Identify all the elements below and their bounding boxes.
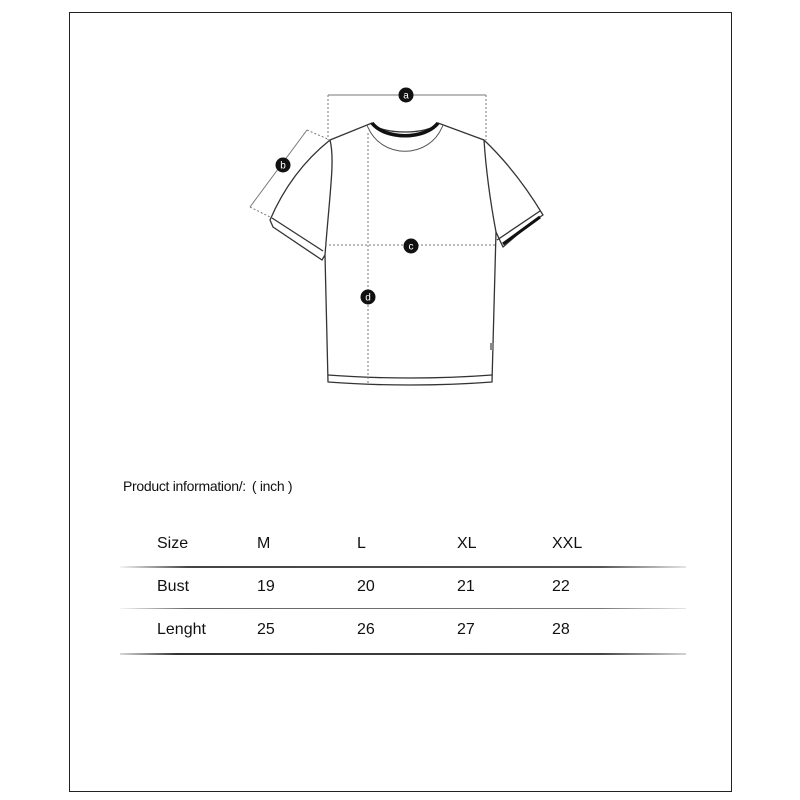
table-cell: 22 bbox=[552, 578, 570, 595]
table-cell: 27 bbox=[457, 621, 475, 638]
header-cell: XXL bbox=[552, 535, 583, 552]
header-cell: XL bbox=[457, 535, 477, 552]
unit-label: ( inch ) bbox=[251, 478, 293, 494]
side-tag bbox=[490, 343, 494, 350]
label-a-badge bbox=[399, 88, 414, 103]
table-row bbox=[120, 608, 686, 651]
product-info-heading bbox=[123, 478, 292, 494]
product-info-title: Product information/: bbox=[123, 478, 246, 494]
label-b-badge bbox=[276, 158, 291, 173]
svg-text:a: a bbox=[403, 90, 409, 102]
label-d-badge bbox=[361, 290, 376, 305]
table-divider bbox=[120, 653, 686, 655]
table-cell: 25 bbox=[257, 621, 275, 638]
row-label: Lenght bbox=[157, 621, 206, 638]
table-divider bbox=[120, 608, 686, 609]
table-cell: 20 bbox=[357, 578, 375, 595]
svg-text:d: d bbox=[365, 292, 371, 304]
measure-lines bbox=[250, 95, 496, 384]
table-cell: 21 bbox=[457, 578, 475, 595]
collar bbox=[372, 123, 438, 136]
row-label: Bust bbox=[157, 578, 190, 595]
header-cell: M bbox=[257, 535, 271, 552]
table-header-row bbox=[120, 522, 686, 565]
table-cell: 26 bbox=[357, 621, 375, 638]
svg-text:c: c bbox=[408, 241, 414, 253]
table-divider bbox=[120, 566, 686, 568]
label-c-badge bbox=[404, 239, 419, 254]
table-cell: 28 bbox=[552, 621, 570, 638]
header-cell: L bbox=[357, 535, 366, 552]
tshirt-outline bbox=[270, 123, 543, 385]
header-cell: Size bbox=[157, 535, 189, 552]
table-row bbox=[120, 565, 686, 608]
sleeve-cuff bbox=[503, 217, 540, 244]
svg-text:b: b bbox=[280, 160, 286, 172]
size-table bbox=[120, 522, 686, 651]
table-cell: 19 bbox=[257, 578, 275, 595]
